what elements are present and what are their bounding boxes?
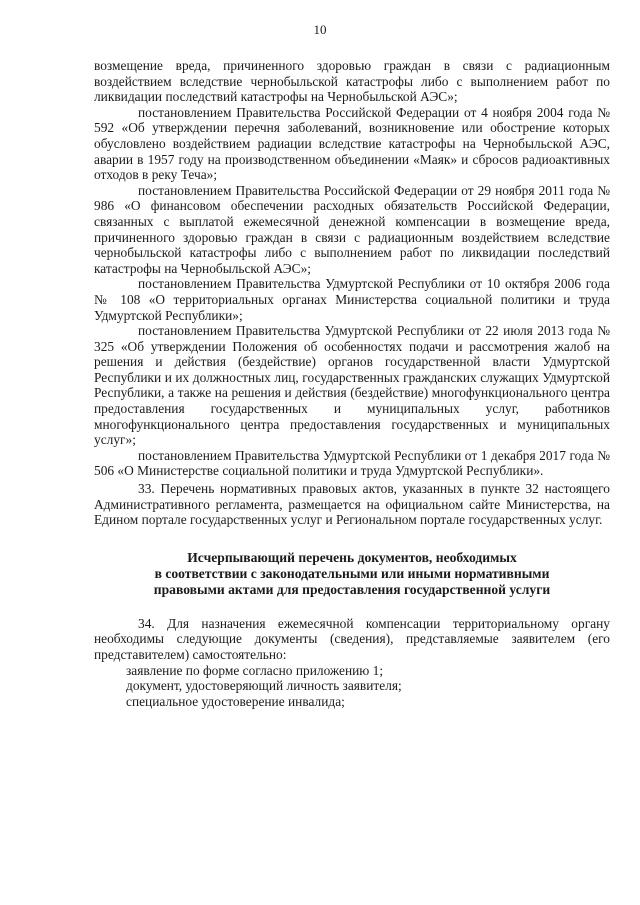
paragraph: возмещение вреда, причиненного здоровью граждан в связи с радиационным воздействием вследствие чернобыльской катастрофы либо с выполнением работ по ликвидации последствий катастрофы на Чернобыльской АЭС»; xyxy=(94,58,610,105)
paragraph: постановлением Правительства Удмуртской Республики от 22 июля 2013 года № 325 «Об утверждении Положения об особенностях подачи и рассмотрения жалоб на решения и действия (бездействие) органов государственной власти Удмуртской Республики и их должностных лиц, государственных гражданских служащих Удмуртской Республики, а также на решения и действия (бездействие) многофункционального центра предоставления государственных и муниципальных услуг, работников многофункционального центра предоставления государственных и муниципальных услуг»; xyxy=(94,323,610,448)
section-heading xyxy=(94,550,610,598)
heading-line: правовыми актами для предоставления государственной услуги xyxy=(153,581,551,597)
paragraph: постановлением Правительства Удмуртской Республики от 1 декабря 2017 года № 506 «О Министерстве социальной политики и труда Удмуртской Республики». xyxy=(94,447,610,479)
page-number: 10 xyxy=(313,22,327,37)
paragraph: 33. Перечень нормативных правовых актов, указанных в пункте 32 настоящего Административного регламента, размещается на официальном сайте Министерства, на Едином портале государственных услуг и Региональном портале государственных услуг. xyxy=(94,481,610,528)
list-item: заявление по форме согласно приложению 1; xyxy=(126,662,384,678)
paragraph: постановлением Правительства Российской Федерации от 4 ноября 2004 года № 592 «Об утверждении перечня заболеваний, возникновение или обострение которых обусловлено воздействием радиации вследствие катастрофы на Чернобыльской АЭС, аварии в 1957 году на производственном объединении «Маяк» и сбросов радиоактивных отходов в реку Теча»; xyxy=(94,104,610,183)
paragraph: постановлением Правительства Российской Федерации от 29 ноября 2011 года № 986 «О финансовом обеспечении расходных обязательств Российской Федерации, связанных с выплатой ежемесячной денежной компенсации в возмещение вреда, причиненного здоровью граждан в связи с радиационным воздействием вследствие чернобыльской катастрофы либо с выполнением работ по ликвидации последствий катастрофы на Чернобыльской АЭС»; xyxy=(94,182,610,276)
heading-line: Исчерпывающий перечень документов, необходимых xyxy=(187,549,517,565)
paragraph: постановлением Правительства Удмуртской Республики от 10 октября 2006 года № 108 «О территориальных органах Министерства социальной политики и труда Удмуртской Республики»; xyxy=(94,276,610,323)
document-body xyxy=(94,58,610,709)
paragraph: 34. Для назначения ежемесячной компенсации территориальному органу необходимы следующие документы (сведения), представляемые заявителем (его представителем) самостоятельно: xyxy=(94,615,610,662)
list-item: документ, удостоверяющий личность заявителя; xyxy=(126,678,402,694)
list-item: специальное удостоверение инвалида; xyxy=(126,693,345,709)
heading-line: в соответствии с законодательными или иными нормативными xyxy=(154,565,550,581)
